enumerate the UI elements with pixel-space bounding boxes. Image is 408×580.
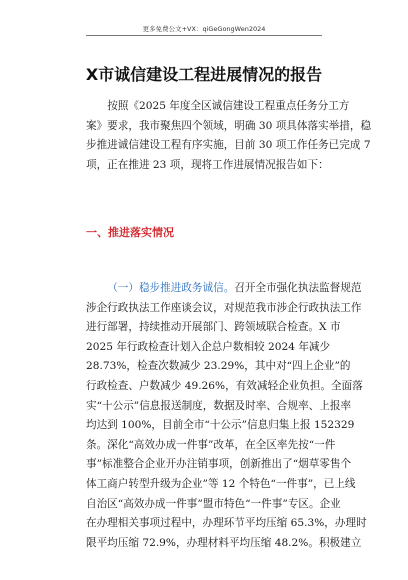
paragraph-line: 召开全市强化执法监督规范 — [234, 282, 362, 294]
paragraph-line: 事”标准整合企业开办注销事项，创新推出了“烟草零售个 — [86, 458, 352, 471]
paragraph-line: 体工商户转型升级为企业”等 12 个特色“一件事”，已上线 — [86, 477, 356, 490]
paragraph-line: 实“十公示”信息报送制度，数据及时率、合规率、上报率 — [86, 399, 352, 412]
intro-line: 按照《2025 年度全区诚信建设工程重点任务分工方 — [107, 100, 350, 112]
paragraph-line: 自治区“高效办成一件事”盟市特色“一件事”专区。企业 — [86, 497, 341, 510]
paragraph-line: 在办理相关事项过程中，办理环节平均压缩 65.3%，办理时 — [86, 517, 367, 530]
section-heading: 一、推进落实情况 — [86, 226, 174, 239]
body-paragraph — [86, 279, 367, 553]
intro-line: 步推进诚信建设工程有序实施，目前 30 项工作任务已完成 7 — [86, 139, 371, 152]
document-title: X市诚信建设工程进展情况的报告 — [85, 65, 323, 84]
paragraph-line: 条。深化“高效办成一件事”改革，在全区率先按“一件 — [86, 438, 336, 451]
paragraph-line: 2025 年行政检查计划入企总户数相较 2024 年减少 — [86, 340, 331, 353]
subheading: （一）稳步推进政务诚信。 — [107, 282, 235, 294]
paragraph-line: 行政检查、户数减少 49.26%，有效减轻企业负担。全面落 — [86, 379, 363, 392]
paragraph-first-line — [86, 279, 362, 299]
paragraph-line: 限平均压缩 72.9%，办理材料平均压缩 48.2%。积极建立 — [86, 536, 362, 549]
header-divider — [86, 35, 322, 36]
paragraph-line: 进行部署，持续推动开展部门、跨领域联合检查。X 市 — [86, 321, 341, 334]
header-note: 更多免费公文+VX：qiGeGongWen2024 — [142, 25, 266, 33]
intro-line: 案》要求，我市聚焦四个领域，明确 30 项具体落实举措，稳 — [86, 119, 372, 132]
intro-line: 项，正在推进 23 项，现将工作进展情况报告如下： — [86, 158, 329, 171]
intro-paragraph — [86, 97, 372, 175]
paragraph-line: 均达到 100%，目前全市“十公示”信息归集上报 152329 — [86, 419, 355, 432]
paragraph-line: 涉企行政执法工作座谈会议，对规范我市涉企行政执法工作 — [86, 301, 362, 314]
paragraph-line: 28.73%，检查次数减少 23.29%，其中对“四上企业”的 — [86, 360, 351, 373]
